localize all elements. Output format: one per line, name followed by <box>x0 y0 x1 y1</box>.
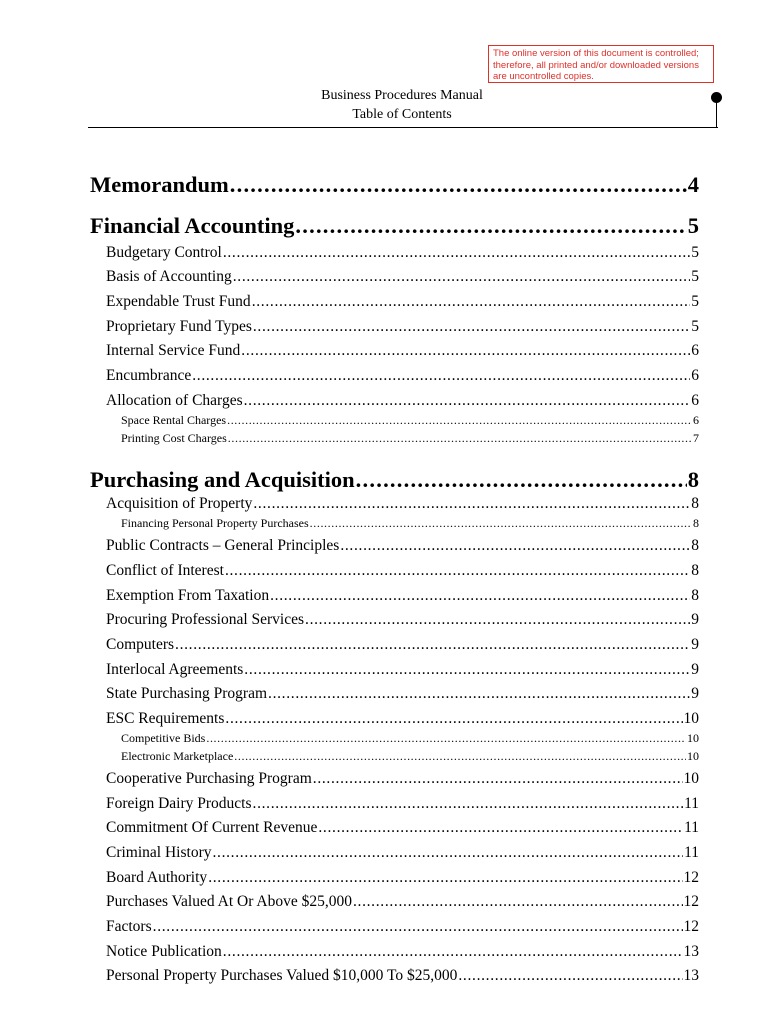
toc-entry-title: Interlocal Agreements <box>106 661 244 678</box>
toc-entry-page-number: 11 <box>684 819 699 836</box>
toc-entry-page-number: 8 <box>691 495 699 512</box>
toc-entry-level-1[interactable] <box>90 467 699 493</box>
toc-entry-page-number: 8 <box>691 587 699 604</box>
toc-entry-title: Financing Personal Property Purchases <box>121 516 309 530</box>
toc-entry-level-3[interactable] <box>121 749 699 764</box>
toc-dot-leader <box>223 943 683 959</box>
toc-entry-page-number: 9 <box>691 611 699 628</box>
toc-entry-page-number: 6 <box>691 392 699 409</box>
toc-entry-level-2[interactable] <box>106 392 699 410</box>
toc-entry-level-2[interactable] <box>106 710 699 728</box>
toc-dot-leader <box>212 844 683 860</box>
toc-dot-leader <box>225 710 682 726</box>
toc-dot-leader <box>353 893 683 909</box>
toc-entry-level-2[interactable] <box>106 636 699 654</box>
toc-dot-leader <box>234 749 686 761</box>
page-header <box>88 86 716 124</box>
toc-entry-title: Budgetary Control <box>106 244 222 261</box>
toc-entry-page-number: 13 <box>683 943 699 960</box>
toc-entry-page-number: 8 <box>691 537 699 554</box>
toc-entry-title: Proprietary Fund Types <box>106 318 252 335</box>
toc-entry-page-number: 8 <box>687 467 699 492</box>
toc-dot-leader <box>295 213 686 236</box>
toc-entry-title: Cooperative Purchasing Program <box>106 770 312 787</box>
toc-entry-level-2[interactable] <box>106 661 699 679</box>
toc-entry-level-1[interactable] <box>90 172 699 198</box>
toc-entry-title: Encumbrance <box>106 367 192 384</box>
toc-entry-level-2[interactable] <box>106 537 699 555</box>
toc-entry-level-2[interactable] <box>106 318 699 336</box>
toc-entry-page-number: 13 <box>683 967 699 984</box>
toc-entry-page-number: 5 <box>687 213 699 238</box>
toc-entry-page-number: 10 <box>683 770 699 787</box>
toc-dot-leader <box>340 537 690 553</box>
toc-entry-title: Conflict of Interest <box>106 562 224 579</box>
toc-entry-page-number: 9 <box>691 685 699 702</box>
toc-entry-level-2[interactable] <box>106 770 699 788</box>
toc-dot-leader <box>305 611 690 627</box>
toc-entry-level-2[interactable] <box>106 844 699 862</box>
toc-entry-title: Basis of Accounting <box>106 268 232 285</box>
toc-entry-level-2[interactable] <box>106 685 699 703</box>
uncontrolled-copy-notice: The online version of this document is controlled; therefore, all printed and/or downloaded versions are uncontrolled copies. <box>488 45 714 83</box>
toc-entry-title: Purchasing and Acquisition <box>90 467 355 492</box>
toc-entry-page-number: 5 <box>691 244 699 261</box>
toc-dot-leader <box>253 795 684 811</box>
toc-entry-page-number: 11 <box>684 795 699 812</box>
toc-dot-leader <box>313 770 683 786</box>
toc-entry-level-2[interactable] <box>106 967 699 985</box>
toc-entry-level-2[interactable] <box>106 611 699 629</box>
toc-entry-level-2[interactable] <box>106 795 699 813</box>
toc-dot-leader <box>230 172 687 195</box>
toc-entry-title: Factors <box>106 918 152 935</box>
toc-entry-page-number: 10 <box>687 749 699 763</box>
toc-entry-title: Criminal History <box>106 844 212 861</box>
toc-entry-title: Foreign Dairy Products <box>106 795 252 812</box>
toc-dot-leader <box>270 587 690 603</box>
toc-dot-leader <box>153 918 683 934</box>
toc-entry-title: Competitive Bids <box>121 731 206 745</box>
toc-entry-title: Purchases Valued At Or Above $25,000 <box>106 893 352 910</box>
manual-title: Business Procedures Manual <box>321 88 483 103</box>
toc-entry-level-2[interactable] <box>106 587 699 605</box>
toc-entry-title: State Purchasing Program <box>106 685 268 702</box>
toc-entry-level-2[interactable] <box>106 293 699 311</box>
toc-entry-page-number: 9 <box>691 636 699 653</box>
toc-dot-leader <box>228 431 692 443</box>
toc-entry-page-number: 7 <box>693 431 699 445</box>
toc-entry-page-number: 12 <box>683 893 699 910</box>
toc-dot-leader <box>233 268 691 284</box>
toc-entry-title: ESC Requirements <box>106 710 225 727</box>
toc-entry-level-2[interactable] <box>106 918 699 936</box>
toc-entry-level-2[interactable] <box>106 342 699 360</box>
toc-entry-level-2[interactable] <box>106 495 699 513</box>
toc-entry-level-2[interactable] <box>106 819 699 837</box>
toc-entry-page-number: 8 <box>691 562 699 579</box>
toc-entry-title: Board Authority <box>106 869 208 886</box>
toc-entry-page-number: 11 <box>684 844 699 861</box>
toc-entry-level-2[interactable] <box>106 367 699 385</box>
toc-dot-leader <box>192 367 690 383</box>
toc-entry-level-3[interactable] <box>121 516 699 531</box>
toc-heading: Table of Contents <box>352 107 452 122</box>
toc-entry-page-number: 12 <box>683 869 699 886</box>
header-corner-line <box>716 100 717 128</box>
toc-entry-title: Exemption From Taxation <box>106 587 270 604</box>
toc-dot-leader <box>244 392 691 408</box>
toc-dot-leader <box>356 467 687 490</box>
toc-entry-title: Allocation of Charges <box>106 392 243 409</box>
toc-dot-leader <box>206 731 686 743</box>
toc-entry-title: Space Rental Charges <box>121 413 227 427</box>
toc-entry-title: Commitment Of Current Revenue <box>106 819 318 836</box>
toc-dot-leader <box>253 318 690 334</box>
toc-entry-title: Acquisition of Property <box>106 495 253 512</box>
toc-entry-title: Notice Publication <box>106 943 222 960</box>
toc-entry-title: Internal Service Fund <box>106 342 241 359</box>
toc-entry-title: Personal Property Purchases Valued $10,000 To $25,000 <box>106 967 458 984</box>
header-divider <box>88 127 718 128</box>
toc-entry-title: Expendable Trust Fund <box>106 293 251 310</box>
toc-entry-level-2[interactable] <box>106 244 699 262</box>
toc-entry-page-number: 6 <box>691 367 699 384</box>
toc-entry-page-number: 4 <box>687 172 699 197</box>
toc-entry-page-number: 10 <box>683 710 699 727</box>
toc-entry-title: Printing Cost Charges <box>121 431 227 445</box>
toc-dot-leader <box>252 293 691 309</box>
toc-dot-leader <box>175 636 690 652</box>
toc-entry-title: Memorandum <box>90 172 229 197</box>
header-bullet-icon <box>711 92 722 103</box>
toc-dot-leader <box>268 685 690 701</box>
toc-dot-leader <box>244 661 690 677</box>
toc-entry-page-number: 6 <box>691 342 699 359</box>
toc-entry-level-2[interactable] <box>106 943 699 961</box>
toc-dot-leader <box>223 244 690 260</box>
toc-entry-level-3[interactable] <box>121 431 699 446</box>
toc-entry-page-number: 5 <box>691 318 699 335</box>
toc-dot-leader <box>253 495 690 511</box>
toc-entry-title: Public Contracts – General Principles <box>106 537 340 554</box>
toc-entry-title: Computers <box>106 636 175 653</box>
toc-entry-level-2[interactable] <box>106 562 699 580</box>
toc-entry-level-3[interactable] <box>121 731 699 746</box>
toc-entry-title: Electronic Marketplace <box>121 749 234 763</box>
toc-entry-level-2[interactable] <box>106 893 699 911</box>
toc-entry-level-3[interactable] <box>121 413 699 428</box>
toc-dot-leader <box>318 819 683 835</box>
toc-dot-leader <box>241 342 690 358</box>
toc-entry-title: Financial Accounting <box>90 213 295 238</box>
toc-entry-level-1[interactable] <box>90 213 699 239</box>
toc-entry-title: Procuring Professional Services <box>106 611 305 628</box>
toc-entry-page-number: 12 <box>683 918 699 935</box>
toc-entry-page-number: 9 <box>691 661 699 678</box>
toc-entry-page-number: 5 <box>691 293 699 310</box>
toc-dot-leader <box>310 516 692 528</box>
toc-entry-page-number: 10 <box>687 731 699 745</box>
toc-dot-leader <box>458 967 682 983</box>
toc-entry-page-number: 8 <box>693 516 699 530</box>
toc-entry-page-number: 6 <box>693 413 699 427</box>
toc-entry-level-2[interactable] <box>106 869 699 887</box>
toc-entry-level-2[interactable] <box>106 268 699 286</box>
toc-dot-leader <box>208 869 682 885</box>
toc-entry-page-number: 5 <box>691 268 699 285</box>
toc-dot-leader <box>227 413 692 425</box>
toc-dot-leader <box>225 562 690 578</box>
